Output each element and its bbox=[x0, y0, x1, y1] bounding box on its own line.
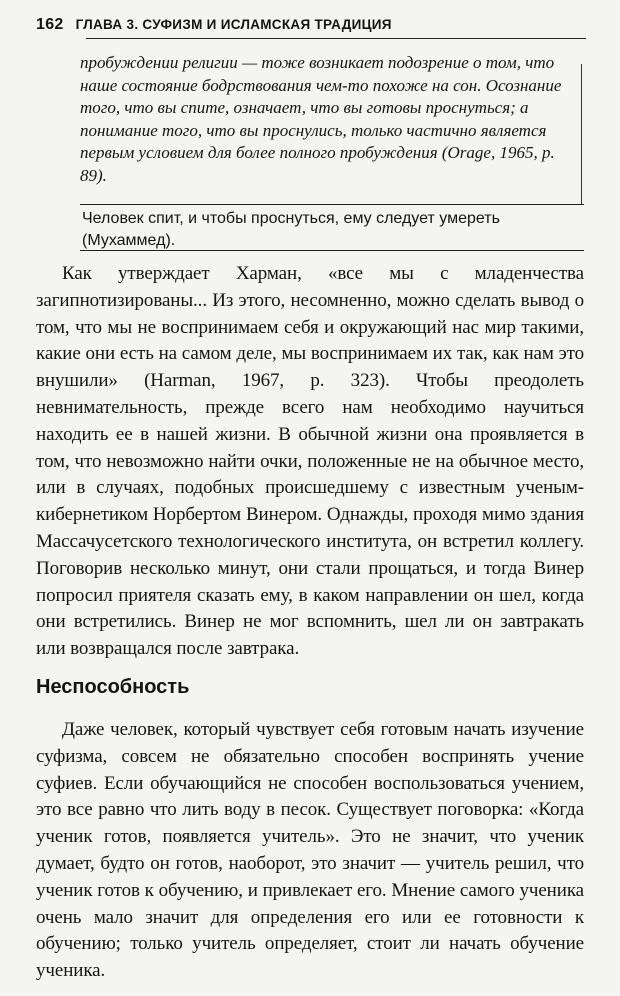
body-paragraph: Даже человек, который чувствует себя готовым начать изучение суфизма, совсем не обязательно способен воспринять учение суфиев. Если обучающийся не способен воспользоваться учением, это все равно что лить воду в песок. Существует поговорка: «Когда ученик готов, появляется учитель». Это не значит, что ученик думает, будто он готов, наоборот, это значит — учитель решил, что ученик готов к обучению, и привлекает его. Мнение самого ученика очень мало значит для определения его или ее готовности к обучению; только учитель определяет, стоит ли начать обучение ученика. bbox=[36, 719, 584, 982]
quote-block: пробуждении религии — тоже возникает подозрение о том, что наше состояние бодрствования чем-то похоже на сон. Осознание того, что вы спите, означает, что вы готовы проснуться; а понимание того, что вы проснулись, только частично является первым условием для более полного пробуждения (Orage, 1965, p. 89). bbox=[80, 53, 562, 185]
epigraph-rule bbox=[80, 250, 584, 251]
header-rule bbox=[86, 38, 586, 39]
quote-side-bar bbox=[581, 64, 582, 204]
body-paragraph: Как утверждает Харман, «все мы с младенчества загипнотизированы... Из этого, несомненно, можно сделать вывод о том, что мы не воспринимаем себя и окружающий нас мир такими, какие они есть на самом деле, мы воспринимаем их так, как нам это внушили» (Harman, 1967, p. 323). Чтобы преодолеть невнимательность, прежде всего нам необходимо научиться находить ее в нашей жизни. В обычной жизни она проявляется в том, что невозможно найти очки, положенные не на обычное место, или в случаях, подобных происшедшему с известным ученым-кибернетиком Норбертом Винером. Однажды, проходя мимо здания Массачусетского технологического института, он встретил коллегу. Поговорив несколько минут, они стали прощаться, и тогда Винер попросил приятеля сказать ему, в каком направлении он шел, когда они встретились. Винер не мог вспомнить, шел ли он завтракать или возвращался после завтрака. bbox=[36, 263, 584, 660]
quote-rule bbox=[80, 204, 584, 205]
page-number: 162 bbox=[36, 16, 64, 33]
epigraph: Человек спит, и чтобы проснуться, ему следует умереть (Мухаммед). bbox=[82, 210, 500, 249]
chapter-title: ГЛАВА 3. СУФИЗМ И ИСЛАМСКАЯ ТРАДИЦИЯ bbox=[75, 17, 392, 32]
running-header bbox=[36, 16, 588, 34]
section-heading: Неспособность bbox=[36, 676, 190, 698]
